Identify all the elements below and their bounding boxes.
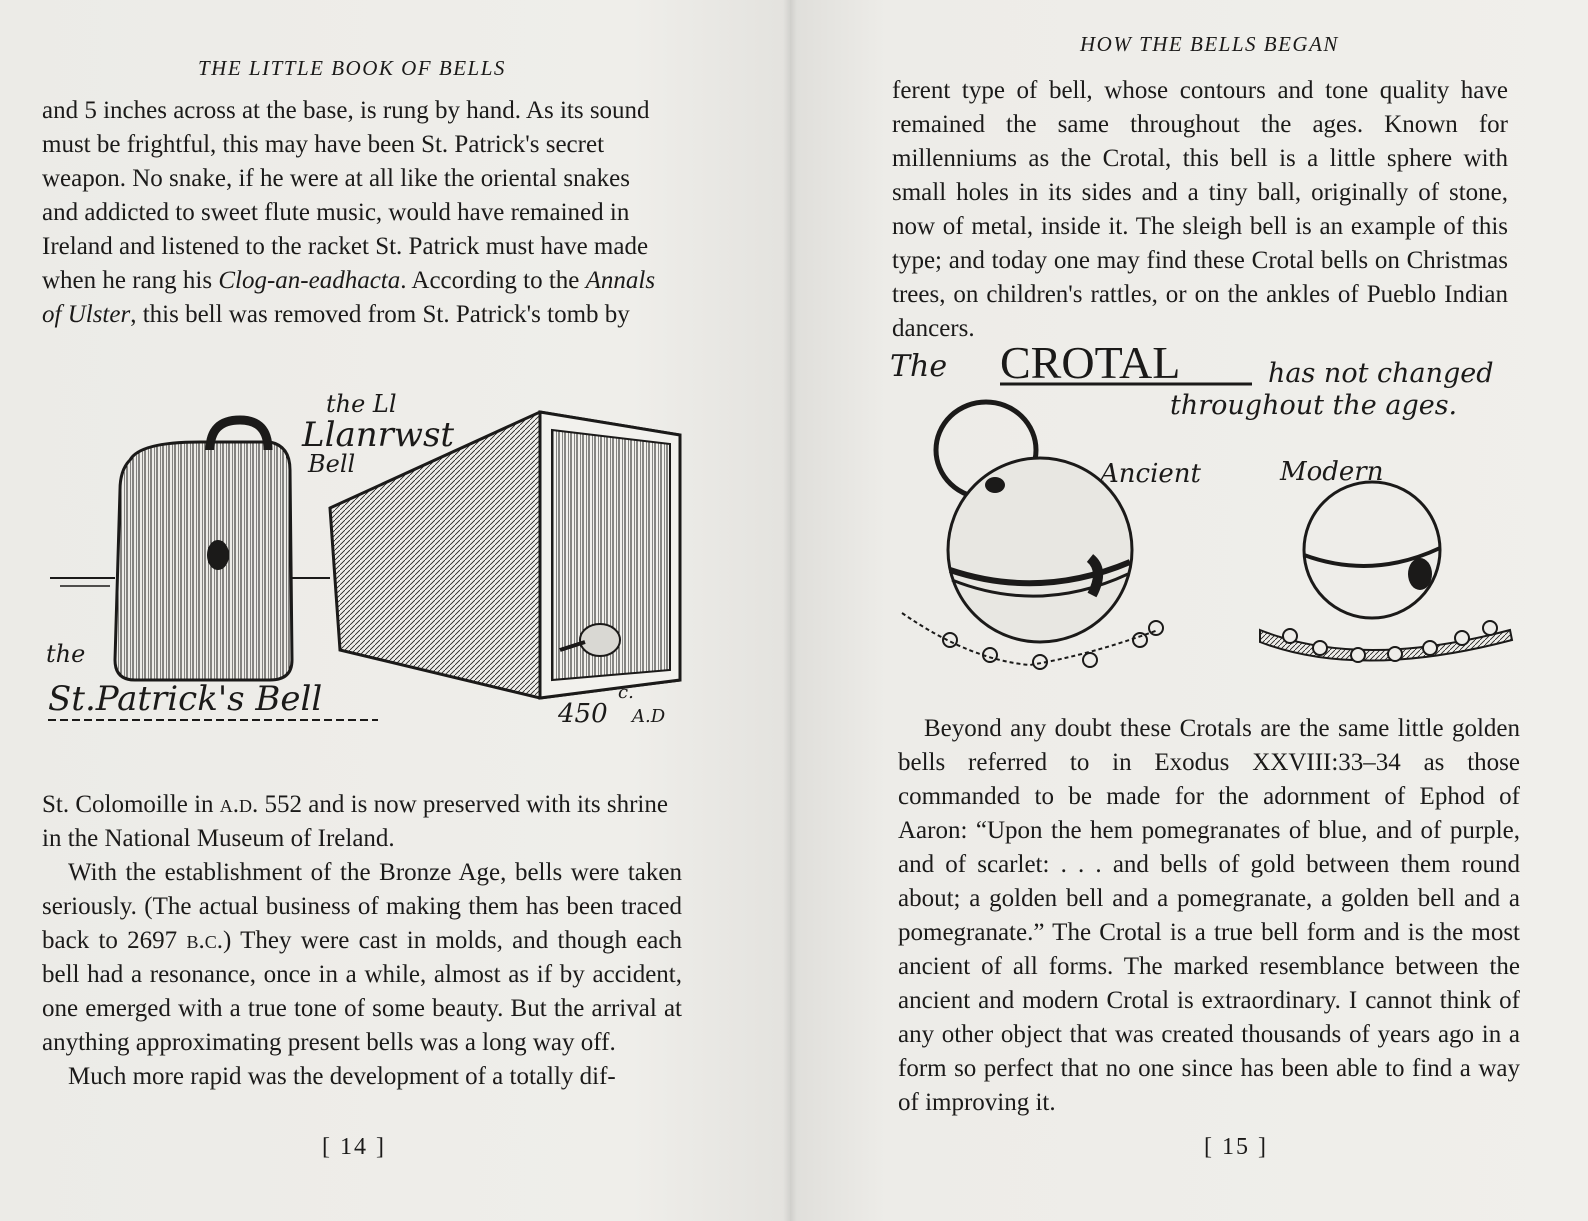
book-gutter <box>783 0 797 1221</box>
llanrwst-label-3: Bell <box>308 450 356 478</box>
llanrwst-label-1: the Ll <box>326 390 397 418</box>
caption-rest-1: has not changed <box>1268 358 1494 389</box>
bells-drawing <box>40 380 690 740</box>
text-line: when he rang his Clog-an-eadhacta. According to the Annals <box>42 267 656 294</box>
ancient-crotal-icon <box>902 402 1163 669</box>
date-label-ad: A.D <box>632 706 666 727</box>
right-page <box>790 0 1588 1221</box>
running-head-right: HOW THE BELLS BEGAN <box>1080 32 1339 56</box>
label-modern: Modern <box>1280 457 1384 487</box>
left-top-text <box>42 94 680 332</box>
caption-crotal: CROTAL <box>1000 337 1181 388</box>
text-line: and addicted to sweet flute music, would have remained in <box>42 199 630 226</box>
running-head-left: THE LITTLE BOOK OF BELLS <box>198 56 506 80</box>
right-bottom-text: Beyond any doubt these Crotals are the same little golden bells referred to in Exodus XXVIII:33–34 as those commanded to be made for the adornment of Ephod of Aaron: “Upon the hem pomegranates of blue, and of purple, and of scarlet: . . . and bells of gold between them round about; a golden bell and a pomegranate, a golden bell and a pomegranate.” The Crotal is a true bell form and is the most ancient of all forms. The marked resemblance between the ancient and modern Crotal is extraordinary. I cannot think of any other object that was created thousands of years ago in a form so perfect that no one since has been able to find a way of improving it. <box>898 715 1520 1116</box>
bells-illustration-left <box>40 380 690 740</box>
left-bottom-text <box>42 788 682 1094</box>
text-line: St. Colomoille in a.d. 552 and is now preserved with its shrine <box>42 791 668 818</box>
label-ancient: Ancient <box>1100 459 1201 489</box>
patrick-label-the: the <box>46 640 86 668</box>
caption-the: The <box>890 349 948 384</box>
modern-crotal-icon <box>1260 482 1512 662</box>
crotal-drawing <box>890 330 1530 690</box>
llanrwst-label-2: Llanrwst <box>302 415 455 455</box>
paragraph: With the establishment of the Bronze Age, bells were taken seriously. (The actual business of making them has been traced back to 2697 b.c.) They were cast in molds, and though each bell had a resonance, once in a while, almost as if by accident, one emerged with a true tone of some beauty. But the arrival at anything approximating present bells was a long way off. <box>42 859 683 1056</box>
text-line: and 5 inches across at the base, is rung by hand. As its sound <box>42 97 650 124</box>
right-top-text: ferent type of bell, whose contours and tone quality have remained the same throughout the ages. Known for millenniums as the Crotal, this bell is a little sphere with small holes in its sides and a tiny ball, originally of stone, now of metal, inside it. The sleigh bell is an example of this type; and today one may find these Crotal bells on Christmas trees, on children's rattles, or on the ankles of Pueblo Indian dancers. <box>892 77 1508 342</box>
patrick-label-name: St.Patrick's Bell <box>48 679 323 719</box>
date-label: 450 <box>558 699 608 729</box>
page-number-right: [ 15 ] <box>1204 1134 1268 1160</box>
paragraph: Much more rapid was the development of a totally dif- <box>68 1063 616 1090</box>
st-patricks-bell-icon <box>115 420 292 680</box>
caption-rest-2: throughout the ages. <box>1170 390 1458 421</box>
text-line: in the National Museum of Ireland. <box>42 825 395 852</box>
date-label-c: c. <box>618 682 634 703</box>
text-line: weapon. No snake, if he were at all like the oriental snakes <box>42 165 630 192</box>
text-line: of Ulster, this bell was removed from St. Patrick's tomb by <box>42 301 630 328</box>
page-number-left: [ 14 ] <box>322 1134 386 1160</box>
left-page <box>0 0 790 1221</box>
crotal-illustration <box>890 330 1530 690</box>
text-line: Ireland and listened to the racket St. Patrick must have made <box>42 233 649 260</box>
text-line: must be frightful, this may have been St. Patrick's secret <box>42 131 605 158</box>
